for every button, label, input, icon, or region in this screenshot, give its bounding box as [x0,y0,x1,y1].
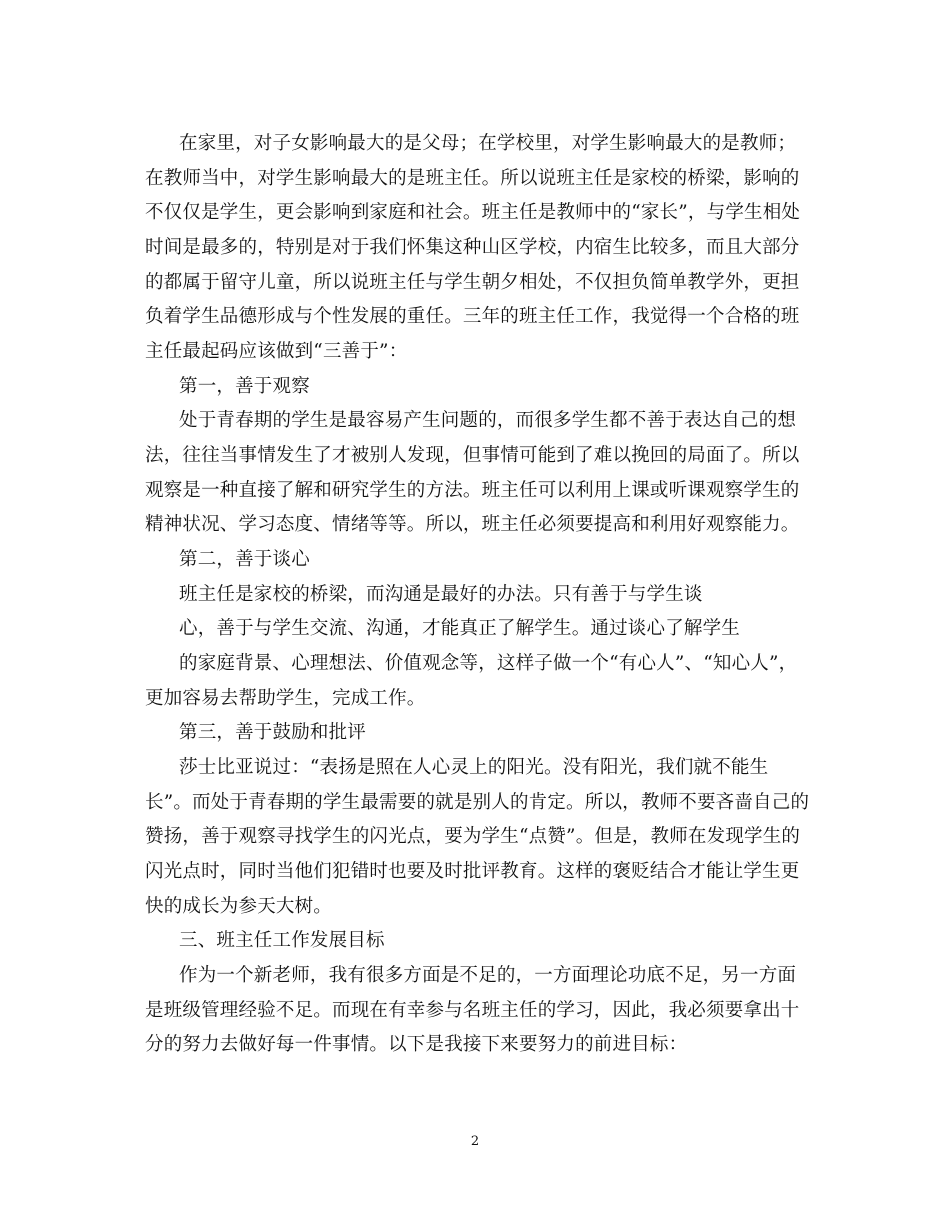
paragraph-line: 赞扬，善于观察寻找学生的闪光点，要为学生“点赞”。但是，教师在发现学生的 [145,826,801,847]
page-number: 2 [470,1134,480,1149]
paragraph-line: 负着学生品德形成与个性发展的重任。三年的班主任工作，我觉得一个合格的班 [145,306,800,327]
paragraph-line: 的都属于留守儿童，所以说班主任与学生朝夕相处，不仅担负简单教学外，更担 [145,272,800,293]
section-heading: 第二，善于谈心 [179,549,310,570]
paragraph-line: 作为一个新老师，我有很多方面是不足的，一方面理论功底不足，另一方面 [179,965,797,986]
paragraph-line: 法，往往当事情发生了才被别人发现，但事情可能到了难以挽回的局面了。所以 [145,445,800,466]
paragraph-line: 不仅仅是学生，更会影响到家庭和社会。班主任是教师中的“家长”，与学生相处 [145,202,801,223]
paragraph-line: 时间是最多的，特别是对于我们怀集这种山区学校，内宿生比较多，而且大部分 [145,237,800,258]
paragraph-line: 更加容易去帮助学生，完成工作。 [145,688,426,709]
paragraph-line: 处于青春期的学生是最容易产生问题的，而很多学生都不善于表达自己的想 [179,410,797,431]
paragraph-line: 是班级管理经验不足。而现在有幸参与名班主任的学习，因此，我必须要拿出十 [145,1000,800,1021]
section-heading: 第一，善于观察 [179,376,310,397]
paragraph-line: 闪光点时，同时当他们犯错时也要及时批评教育。这样的褒贬结合才能让学生更 [145,861,800,882]
paragraph-line: 分的努力去做好每一件事情。以下是我接下来要努力的前进目标： [145,1034,688,1055]
paragraph-line: 快的成长为参天大树。 [145,896,333,917]
paragraph-line: 在家里，对子女影响最大的是父母；在学校里，对学生影响最大的是教师； [179,133,797,154]
paragraph-line: 的家庭背景、心理想法、价值观念等，这样子做一个“有心人”、“知心人”， [179,653,798,674]
paragraph-line: 主任最起码应该做到“三善于”： [145,341,408,362]
paragraph-line: 莎士比亚说过：“表扬是照在人心灵上的阳光。没有阳光，我们就不能生 [179,757,769,778]
paragraph-line: 观察是一种直接了解和研究学生的方法。班主任可以利用上课或听课观察学生的 [145,480,800,501]
paragraph-line: 在教师当中，对学生影响最大的是班主任。所以说班主任是家校的桥梁，影响的 [145,168,800,189]
section-heading: 三、班主任工作发展目标 [179,930,385,951]
section-heading: 第三，善于鼓励和批评 [179,722,367,743]
paragraph-line: 长”。而处于青春期的学生最需要的就是别人的肯定。所以，教师不要吝啬自己的 [145,792,810,813]
paragraph-line: 心，善于与学生交流、沟通，才能真正了解学生。通过谈心了解学生 [179,618,741,639]
paragraph-line: 精神状况、学习态度、情绪等等。所以，班主任必须要提高和利用好观察能力。 [145,514,800,535]
paragraph-line: 班主任是家校的桥梁，而沟通是最好的办法。只有善于与学生谈 [179,584,703,605]
